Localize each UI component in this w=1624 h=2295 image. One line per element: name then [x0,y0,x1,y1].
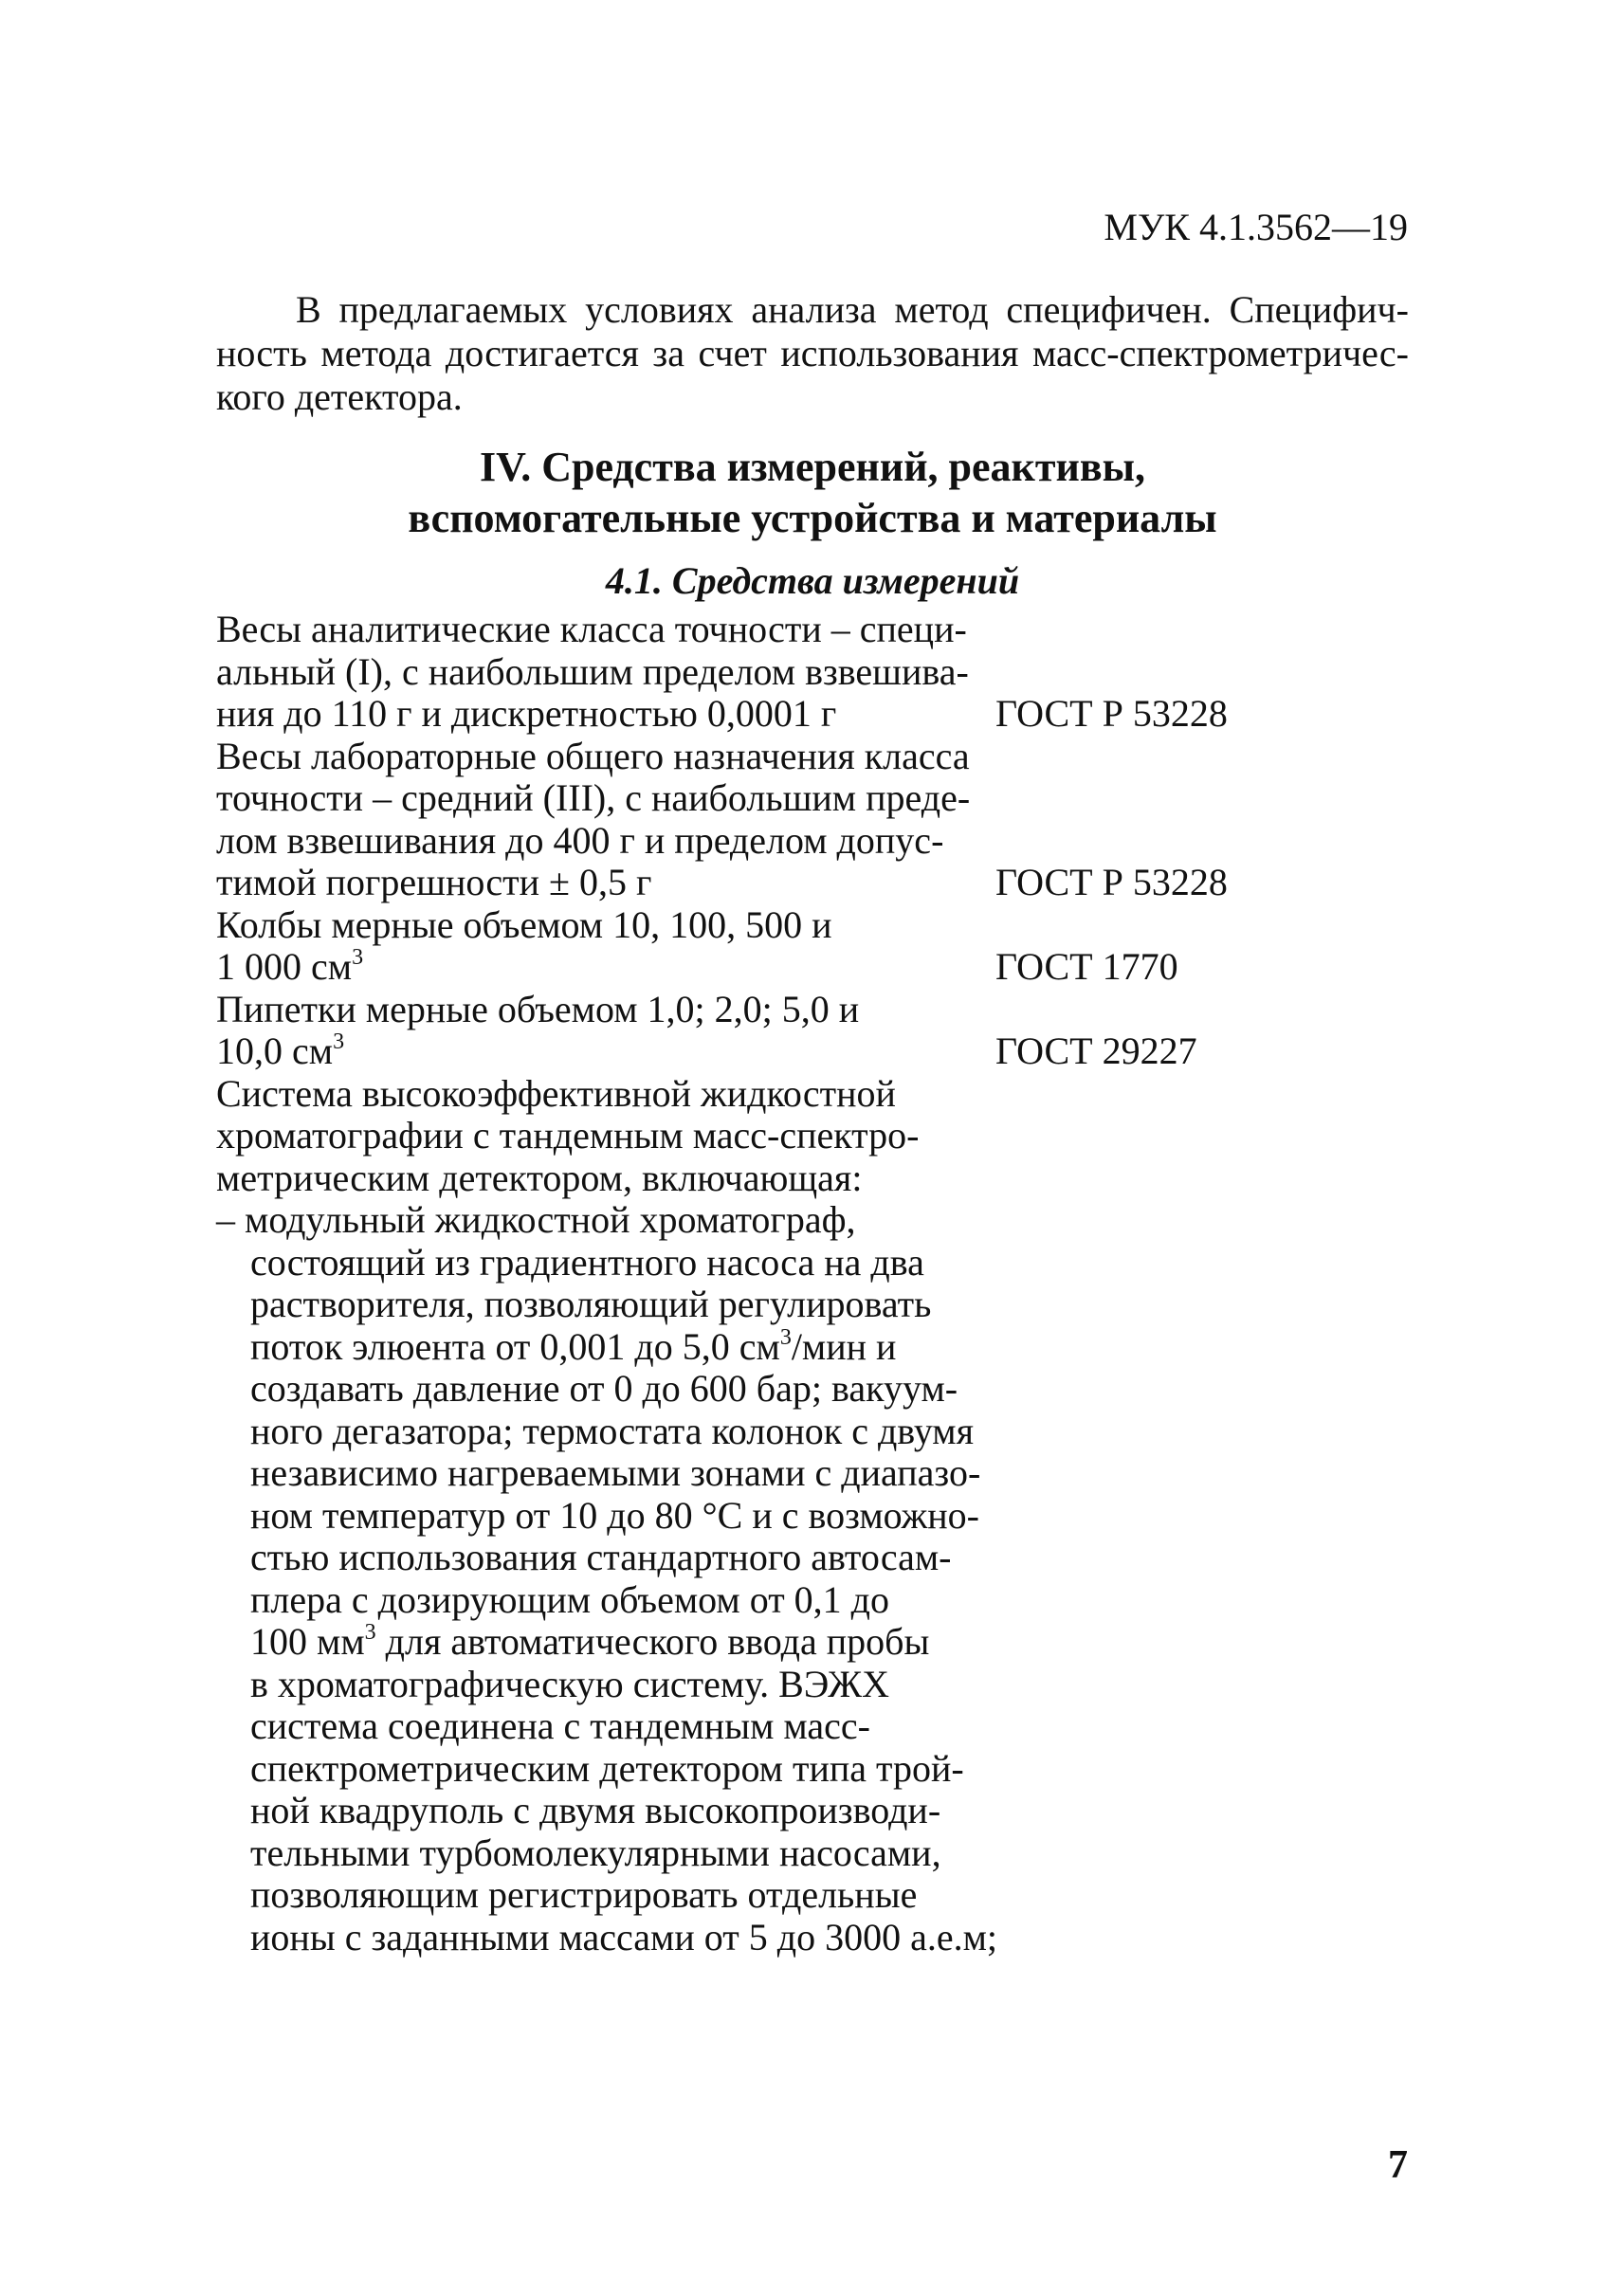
gost-reference: ГОСТ 29227 [995,1029,1197,1072]
document-code: МУК 4.1.3562—19 [1104,206,1408,248]
gost-reference: ГОСТ Р 53228 [995,861,1228,903]
description-line: Система высокоэффективной жидкостной [216,1071,896,1115]
section-title-line: IV. Средства измерений, реактивы, [480,444,1145,490]
intro-line: кого детектора. [216,375,463,418]
bullet-continuation: плера с дозирующим объемом от 0,1 до [250,1577,890,1621]
description-line: Весы лабораторные общего назначения класса [216,734,970,777]
superscript: 3 [779,1324,792,1350]
intro-line: ность метода достигается за счет использования масс-спектрометричес- [216,332,1409,374]
instrument-description [216,989,975,1073]
instrument-description [216,904,975,989]
description-line: точности – средний (III), с наибольшим преде- [216,776,971,819]
instrument-item [216,989,1409,1073]
flow-text-end: /мин и [791,1324,897,1368]
bullet-continuation: позволяющим регистрировать отдельные [250,1873,918,1916]
bullet-continuation: в хроматографическую систему. ВЭЖХ [250,1662,889,1705]
instrument-item [216,904,1409,989]
bullet-continuation: ной квадруполь с двумя высокопроизводи- [250,1789,941,1831]
description-text: 1 000 см [216,945,353,988]
hplc-system-description [216,1071,998,1959]
instrument-description [216,609,975,736]
section-title [216,442,1409,544]
description-line: лом взвешивания до 400 г и пределом допус- [216,818,944,862]
gost-reference: ГОСТ 1770 [995,945,1178,988]
bullet-continuation: система соединена с тандемным масс- [250,1704,871,1747]
bullet-continuation: ного дегазатора; термостата колонок с двумя [250,1409,975,1452]
description-line: альный (I), с наибольшим пределом взвешива- [216,649,969,693]
intro-line: В предлагаемых условиях анализа метод специфичен. Специфич- [296,288,1409,331]
bullet-continuation: независимо нагреваемыми зонами с диапазо- [250,1451,981,1494]
bullet-continuation: состоящий из градиентного насоса на два [250,1240,924,1284]
intro-paragraph [216,288,1409,419]
bullet-continuation: растворителя, позволяющий регулировать [250,1283,932,1325]
bullet-continuation: ном температур от 10 до 80 °С и с возможно- [250,1493,980,1537]
description-line: ния до 110 г и дискретностью 0,0001 г [216,692,837,735]
bullet-line: – модульный жидкостной хроматограф, [216,1198,856,1241]
superscript: 3 [352,945,364,970]
description-line: тимой погрешности ± 0,5 г [216,861,652,903]
section-title-line: вспомогательные устройства и материалы [408,495,1217,541]
volume-text: 100 мм [250,1620,365,1663]
description-line: Пипетки мерные объемом 1,0; 2,0; 5,0 и [216,987,860,1030]
description-line [216,1030,975,1073]
instrument-item [216,736,1409,904]
superscript: 3 [333,1029,345,1054]
flow-text: поток элюента от 0,001 до 5,0 см [250,1324,780,1368]
bullet-continuation: спектрометрическим детектором типа трой- [250,1746,964,1790]
bullet-continuation: создавать давление от 0 до 600 бар; вакуум- [250,1367,958,1410]
description-line: Колбы мерные объемом 10, 100, 500 и [216,902,832,946]
description-line: хроматографии с тандемным масс-спектро- [216,1114,920,1157]
description-text: 10,0 см [216,1029,334,1072]
instrument-item [216,609,1409,736]
superscript: 3 [364,1620,376,1645]
page-number: 7 [1388,2143,1408,2187]
bullet-continuation: стью использования стандартного автосам- [250,1536,952,1578]
volume-text-end: для автоматического ввода пробы [375,1620,930,1663]
bullet-continuation: ионы с заданными массами от 5 до 3000 а.е.м; [250,1915,998,1958]
description-line: метрическим детектором, включающая: [216,1156,863,1199]
description-line: Весы аналитические класса точности – специ- [216,608,967,650]
instruments-list [216,609,1409,1958]
bullet-continuation [216,1621,975,1664]
hplc-system-item [216,1073,1409,1959]
description-line [216,946,975,989]
bullet-continuation: тельными турбомолекулярными насосами, [250,1831,941,1874]
gost-reference: ГОСТ Р 53228 [995,692,1228,735]
subsection-title: 4.1. Средства измерений [605,559,1020,602]
instrument-description [216,736,975,904]
bullet-continuation [216,1326,975,1369]
